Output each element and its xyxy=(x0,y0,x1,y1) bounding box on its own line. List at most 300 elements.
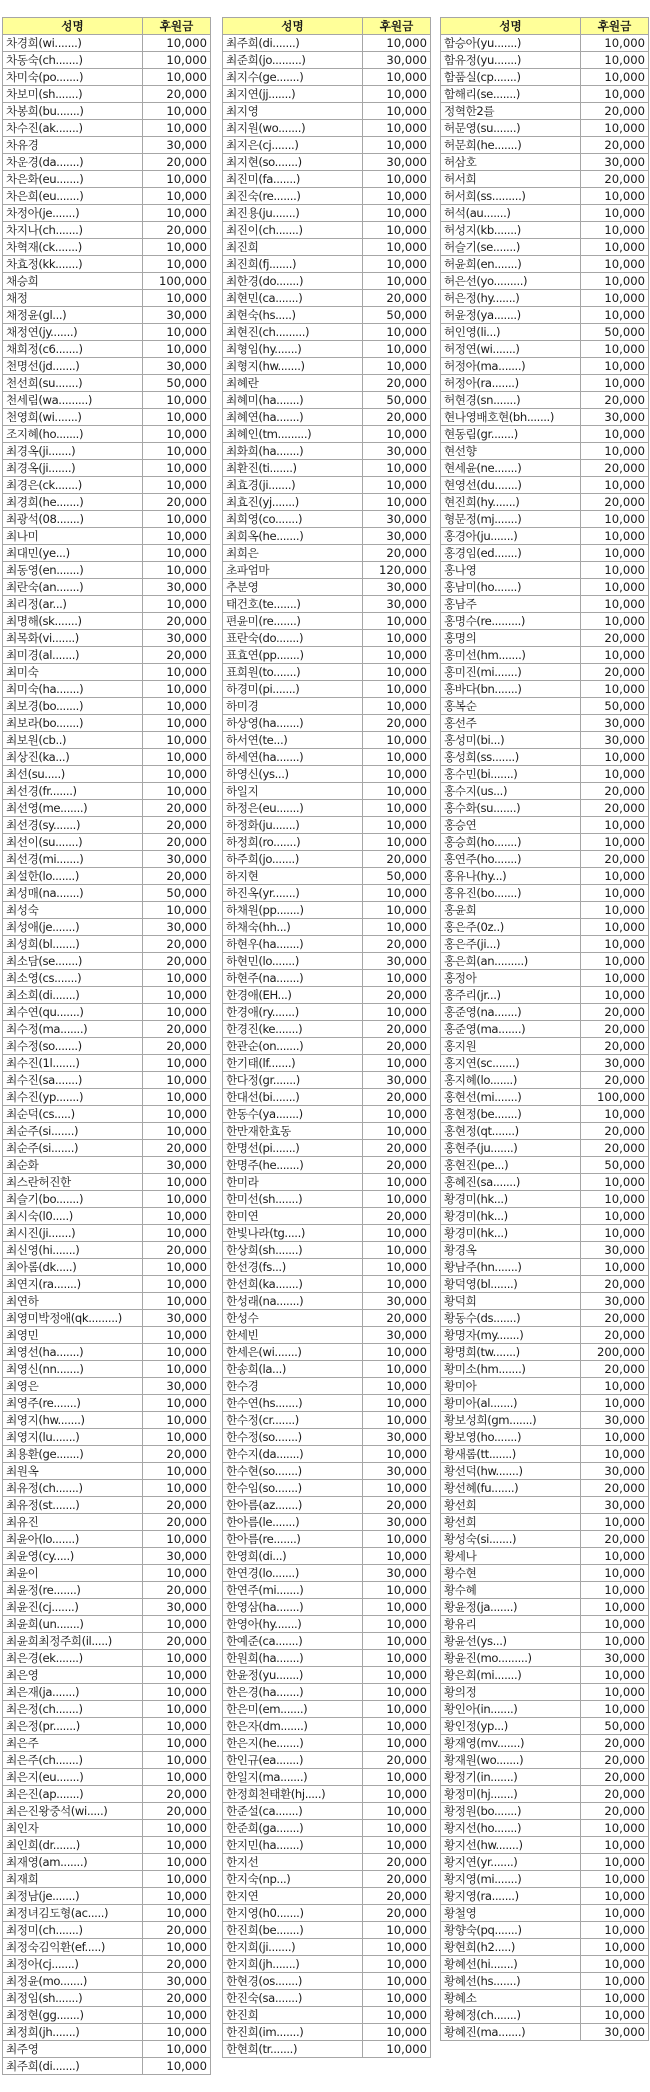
donor-amount: 10,000 xyxy=(581,596,649,613)
donor-amount: 10,000 xyxy=(143,1616,211,1633)
donor-amount: 10,000 xyxy=(581,1820,649,1837)
donor-amount: 20,000 xyxy=(143,86,211,103)
donor-row xyxy=(441,987,649,1004)
donor-row xyxy=(223,1769,431,1786)
donor-row xyxy=(3,86,211,103)
donor-name: 최순덕(cs.....) xyxy=(3,1106,143,1123)
donor-row xyxy=(223,681,431,698)
donor-name: 최현진(ch.........) xyxy=(223,324,363,341)
header-row xyxy=(223,18,431,35)
donor-row xyxy=(223,1871,431,1888)
donor-row xyxy=(441,1582,649,1599)
donor-name: 한동수(ya.......) xyxy=(223,1106,363,1123)
donor-name: 최은진(ap.......) xyxy=(3,1786,143,1803)
donor-name: 황인아(in.......) xyxy=(441,1701,581,1718)
donor-row xyxy=(3,1055,211,1072)
donor-row xyxy=(441,375,649,392)
donor-row xyxy=(223,477,431,494)
donor-amount: 10,000 xyxy=(363,834,431,851)
donor-row xyxy=(441,1820,649,1837)
donor-amount: 10,000 xyxy=(581,936,649,953)
donor-name: 조지혜(ho.......) xyxy=(3,426,143,443)
donor-amount: 50,000 xyxy=(143,885,211,902)
donor-row xyxy=(441,1497,649,1514)
donor-row xyxy=(441,953,649,970)
donor-name: 최은재(ja.......) xyxy=(3,1684,143,1701)
donor-amount: 30,000 xyxy=(143,1599,211,1616)
donor-name: 홍은주(0z..) xyxy=(441,919,581,936)
donor-row xyxy=(223,766,431,783)
donor-name: 최슬기(bo.......) xyxy=(3,1191,143,1208)
donor-row xyxy=(3,1429,211,1446)
donor-name: 차지나(ch.......) xyxy=(3,222,143,239)
donor-name: 최한경(do.......) xyxy=(223,273,363,290)
donor-row xyxy=(223,1939,431,1956)
donor-row xyxy=(441,1225,649,1242)
donor-name: 채희정(c6.......) xyxy=(3,341,143,358)
donor-name: 황혜진(ma.......) xyxy=(441,2024,581,2041)
donor-rows xyxy=(3,35,211,2075)
donor-row xyxy=(223,426,431,443)
donor-name: 황지선(hw.......) xyxy=(441,1837,581,1854)
donor-amount: 20,000 xyxy=(143,936,211,953)
donor-name: 홍나영 xyxy=(441,562,581,579)
donor-name: 홍지연(sc.......) xyxy=(441,1055,581,1072)
donor-amount: 20,000 xyxy=(581,494,649,511)
donor-name: 최성매(na.......) xyxy=(3,885,143,902)
donor-row xyxy=(3,1344,211,1361)
donor-row xyxy=(223,392,431,409)
donor-name: 최수진(1l.......) xyxy=(3,1055,143,1072)
donor-row xyxy=(441,1990,649,2007)
donor-row xyxy=(3,1854,211,1871)
donor-row xyxy=(3,1956,211,1973)
donor-row xyxy=(3,596,211,613)
donor-amount: 10,000 xyxy=(143,426,211,443)
donor-name: 황선혜(fu.......) xyxy=(441,1480,581,1497)
donor-row xyxy=(441,868,649,885)
donor-name: 최미경(al.......) xyxy=(3,647,143,664)
donor-amount: 20,000 xyxy=(363,1140,431,1157)
donor-row xyxy=(223,2041,431,2058)
donor-amount: 20,000 xyxy=(143,1446,211,1463)
donor-name: 차미숙(po.......) xyxy=(3,69,143,86)
donor-amount: 10,000 xyxy=(363,732,431,749)
donor-name: 황경옥 xyxy=(441,1242,581,1259)
donor-row xyxy=(223,1225,431,1242)
donor-amount: 10,000 xyxy=(143,902,211,919)
donor-name: 하상영(ha.......) xyxy=(223,715,363,732)
donor-row xyxy=(223,851,431,868)
donor-amount: 10,000 xyxy=(143,171,211,188)
donor-name: 한미라 xyxy=(223,1174,363,1191)
donor-amount: 10,000 xyxy=(143,987,211,1004)
donor-amount: 10,000 xyxy=(143,1667,211,1684)
donor-name: 하정희(ro.......) xyxy=(223,834,363,851)
donor-name: 최영지(hw.......) xyxy=(3,1412,143,1429)
donor-name: 현나영배호현(bh.......) xyxy=(441,409,581,426)
donor-amount: 10,000 xyxy=(581,1701,649,1718)
donor-name: 한명주(he.......) xyxy=(223,1157,363,1174)
donor-amount: 20,000 xyxy=(581,103,649,120)
donor-row xyxy=(3,1582,211,1599)
donor-row xyxy=(3,103,211,120)
donor-name: 한은자(dm.......) xyxy=(223,1718,363,1735)
donor-amount: 30,000 xyxy=(581,1463,649,1480)
donor-row xyxy=(223,1038,431,1055)
donor-name: 허은정(hy.......) xyxy=(441,290,581,307)
donor-row xyxy=(3,307,211,324)
donor-row xyxy=(441,1055,649,1072)
donor-amount: 20,000 xyxy=(143,647,211,664)
donor-amount: 10,000 xyxy=(581,511,649,528)
donor-row xyxy=(3,2058,211,2075)
donor-name: 하지현 xyxy=(223,868,363,885)
donor-name: 최수연(qu.......) xyxy=(3,1004,143,1021)
donor-name: 하채원(pp.......) xyxy=(223,902,363,919)
donor-amount: 30,000 xyxy=(143,919,211,936)
donor-amount: 10,000 xyxy=(143,2058,211,2075)
donor-row xyxy=(3,1599,211,1616)
donor-amount: 10,000 xyxy=(581,1990,649,2007)
donor-amount: 20,000 xyxy=(363,1888,431,1905)
donor-amount: 10,000 xyxy=(363,171,431,188)
donor-name: 하채숙(hh...) xyxy=(223,919,363,936)
donor-name: 최선경(fr.......) xyxy=(3,783,143,800)
donor-amount: 10,000 xyxy=(581,341,649,358)
donor-row xyxy=(3,698,211,715)
donor-name: 한선희(ka.......) xyxy=(223,1276,363,1293)
donor-row xyxy=(3,2007,211,2024)
donor-name: 추분영 xyxy=(223,579,363,596)
donor-amount: 30,000 xyxy=(363,154,431,171)
donor-amount: 10,000 xyxy=(581,1633,649,1650)
donor-row xyxy=(441,1463,649,1480)
donor-row xyxy=(3,1769,211,1786)
donor-row xyxy=(223,375,431,392)
donor-row xyxy=(3,1667,211,1684)
donor-amount: 200,000 xyxy=(581,1344,649,1361)
donor-row xyxy=(441,1259,649,1276)
donor-name: 한대선(bi.......) xyxy=(223,1089,363,1106)
donor-row xyxy=(441,1361,649,1378)
donor-amount: 20,000 xyxy=(363,1021,431,1038)
donor-row xyxy=(223,1072,431,1089)
donor-row xyxy=(441,715,649,732)
donor-amount: 10,000 xyxy=(143,1293,211,1310)
donor-amount: 20,000 xyxy=(143,1922,211,1939)
donor-row xyxy=(223,358,431,375)
donor-name: 황혜선(hi.......) xyxy=(441,1956,581,1973)
donor-name: 허현경(sn.......) xyxy=(441,392,581,409)
name-header: 성명 xyxy=(441,18,581,35)
donor-name: 최란숙(an.......) xyxy=(3,579,143,596)
donor-row xyxy=(3,1174,211,1191)
donor-name: 황인정(yp...) xyxy=(441,1718,581,1735)
donor-name: 홍은주(ji...) xyxy=(441,936,581,953)
donor-amount: 20,000 xyxy=(581,851,649,868)
donor-name: 표란숙(do.......) xyxy=(223,630,363,647)
donor-row xyxy=(223,1463,431,1480)
donor-row xyxy=(441,1684,649,1701)
donor-row xyxy=(223,1208,431,1225)
donor-row xyxy=(3,936,211,953)
donor-amount: 10,000 xyxy=(363,239,431,256)
donor-name: 함승아(yu.......) xyxy=(441,35,581,52)
donor-amount: 10,000 xyxy=(581,86,649,103)
donor-amount: 10,000 xyxy=(143,35,211,52)
donor-amount: 10,000 xyxy=(363,664,431,681)
donor-row xyxy=(223,137,431,154)
donor-row xyxy=(3,1123,211,1140)
donor-name: 홍주리(jr...) xyxy=(441,987,581,1004)
donor-amount: 10,000 xyxy=(581,1395,649,1412)
donor-amount: 10,000 xyxy=(363,358,431,375)
donor-row xyxy=(441,1395,649,1412)
donor-amount: 10,000 xyxy=(143,1208,211,1225)
donor-amount: 30,000 xyxy=(581,1242,649,1259)
donor-amount: 10,000 xyxy=(363,103,431,120)
donor-amount: 30,000 xyxy=(363,953,431,970)
donor-amount: 20,000 xyxy=(363,936,431,953)
donor-amount: 10,000 xyxy=(143,1854,211,1871)
donor-row xyxy=(441,1922,649,1939)
donor-name: 황남주(hn.......) xyxy=(441,1259,581,1276)
donor-row xyxy=(441,1718,649,1735)
donor-row xyxy=(3,511,211,528)
donor-amount: 10,000 xyxy=(143,2041,211,2058)
donor-row xyxy=(3,528,211,545)
donor-amount: 10,000 xyxy=(363,902,431,919)
donor-amount: 30,000 xyxy=(363,52,431,69)
donor-row xyxy=(223,817,431,834)
donor-row xyxy=(223,1157,431,1174)
donor-row xyxy=(441,35,649,52)
donor-row xyxy=(223,1276,431,1293)
donor-row xyxy=(441,749,649,766)
donor-amount: 10,000 xyxy=(581,834,649,851)
donor-name: 최시진(ji.......) xyxy=(3,1225,143,1242)
donor-name: 최은주 xyxy=(3,1735,143,1752)
donor-name: 한세빈 xyxy=(223,1327,363,1344)
donor-row xyxy=(3,613,211,630)
donor-amount: 10,000 xyxy=(143,205,211,222)
donor-amount: 30,000 xyxy=(363,1565,431,1582)
donor-amount: 20,000 xyxy=(581,1123,649,1140)
donor-amount: 10,000 xyxy=(143,664,211,681)
donor-name: 최진용(ju.......) xyxy=(223,205,363,222)
donor-row xyxy=(441,562,649,579)
donor-amount: 10,000 xyxy=(581,766,649,783)
donor-row xyxy=(223,1395,431,1412)
donor-amount: 10,000 xyxy=(581,1582,649,1599)
donor-name: 한미선(sh.......) xyxy=(223,1191,363,1208)
donor-name: 최설한(lo.......) xyxy=(3,868,143,885)
donor-row xyxy=(223,1242,431,1259)
donor-row xyxy=(3,392,211,409)
donor-name: 최경희(he.......) xyxy=(3,494,143,511)
donor-name: 황경미(hk...) xyxy=(441,1191,581,1208)
donor-row xyxy=(441,647,649,664)
donor-name: 허문영(su.......) xyxy=(441,120,581,137)
donor-amount: 10,000 xyxy=(363,749,431,766)
donor-name: 하현민(lo.......) xyxy=(223,953,363,970)
donor-name: 최수정(so.......) xyxy=(3,1038,143,1055)
donor-row xyxy=(441,205,649,222)
donor-name: 홍지혜(lo.......) xyxy=(441,1072,581,1089)
donor-name: 최리정(ar...) xyxy=(3,596,143,613)
donor-row xyxy=(223,1310,431,1327)
donor-row xyxy=(3,188,211,205)
donor-name: 한빛나라(tg.....) xyxy=(223,1225,363,1242)
donor-amount: 10,000 xyxy=(363,1191,431,1208)
donor-name: 황윤정(ja.......) xyxy=(441,1599,581,1616)
donor-name: 최현숙(hs.....) xyxy=(223,307,363,324)
donor-name: 홍남주 xyxy=(441,596,581,613)
donor-amount: 10,000 xyxy=(143,528,211,545)
donor-amount: 10,000 xyxy=(581,290,649,307)
donor-name: 최원옥 xyxy=(3,1463,143,1480)
donor-row xyxy=(3,1939,211,1956)
donor-name: 최은경(ek.......) xyxy=(3,1650,143,1667)
donor-name: 차동숙(ch.......) xyxy=(3,52,143,69)
donor-amount: 10,000 xyxy=(143,1055,211,1072)
donor-amount: 10,000 xyxy=(363,477,431,494)
donor-name: 한지영(h0.......) xyxy=(223,1905,363,1922)
donor-name: 한준설(ca.......) xyxy=(223,1803,363,1820)
donor-amount: 20,000 xyxy=(581,664,649,681)
donor-amount: 30,000 xyxy=(581,1412,649,1429)
donor-amount: 20,000 xyxy=(581,1480,649,1497)
donor-amount: 10,000 xyxy=(363,426,431,443)
donor-row xyxy=(223,1361,431,1378)
donor-amount: 10,000 xyxy=(581,443,649,460)
donor-amount: 10,000 xyxy=(581,358,649,375)
donor-name: 황성숙(si.......) xyxy=(441,1531,581,1548)
donor-row xyxy=(3,1157,211,1174)
donor-name: 최정희(jh.......) xyxy=(3,2024,143,2041)
donor-amount: 10,000 xyxy=(143,1344,211,1361)
donor-amount: 10,000 xyxy=(581,817,649,834)
donor-row xyxy=(223,1650,431,1667)
donor-amount: 10,000 xyxy=(363,69,431,86)
donor-name: 홍승연 xyxy=(441,817,581,834)
donor-name: 최환진(ti.......) xyxy=(223,460,363,477)
donor-row xyxy=(441,1973,649,1990)
donor-row xyxy=(441,1599,649,1616)
donor-amount: 10,000 xyxy=(143,460,211,477)
donor-row xyxy=(441,936,649,953)
donor-amount: 30,000 xyxy=(581,732,649,749)
donor-amount: 10,000 xyxy=(363,256,431,273)
donor-name: 편윤미(re.......) xyxy=(223,613,363,630)
amount-header: 후원금 xyxy=(581,18,649,35)
donor-amount: 10,000 xyxy=(581,579,649,596)
donor-name: 한경애(EH...) xyxy=(223,987,363,1004)
donor-name: 최미숙 xyxy=(3,664,143,681)
donor-row xyxy=(441,460,649,477)
donor-row xyxy=(3,1752,211,1769)
donor-amount: 10,000 xyxy=(581,35,649,52)
donor-row xyxy=(223,1514,431,1531)
donor-row xyxy=(3,1735,211,1752)
donor-row xyxy=(3,1905,211,1922)
donor-name: 하정은(eu.......) xyxy=(223,800,363,817)
donor-row xyxy=(223,664,431,681)
donor-row xyxy=(3,154,211,171)
donor-amount: 50,000 xyxy=(363,868,431,885)
donor-amount: 10,000 xyxy=(581,1225,649,1242)
donor-amount: 10,000 xyxy=(363,1242,431,1259)
donor-row xyxy=(223,205,431,222)
donor-row xyxy=(441,103,649,120)
donor-row xyxy=(3,715,211,732)
amount-header: 후원금 xyxy=(363,18,431,35)
donor-name: 홍성미(bi...) xyxy=(441,732,581,749)
donor-amount: 10,000 xyxy=(143,1259,211,1276)
donor-name: 하일지 xyxy=(223,783,363,800)
donor-row xyxy=(223,460,431,477)
donor-name: 한지희(ji.......) xyxy=(223,1939,363,1956)
donor-name: 최윤희(un.......) xyxy=(3,1616,143,1633)
donor-name: 최영은 xyxy=(3,1378,143,1395)
donor-name: 초파엄마 xyxy=(223,562,363,579)
donor-amount: 10,000 xyxy=(363,1616,431,1633)
donor-amount: 100,000 xyxy=(581,1089,649,1106)
donor-row xyxy=(3,1327,211,1344)
donor-amount: 10,000 xyxy=(143,188,211,205)
donor-row xyxy=(223,154,431,171)
donor-name: 홍성희(ss.......) xyxy=(441,749,581,766)
donor-row xyxy=(223,1089,431,1106)
donor-amount: 10,000 xyxy=(363,1531,431,1548)
donor-row xyxy=(441,1803,649,1820)
donor-amount: 10,000 xyxy=(581,426,649,443)
donor-amount: 10,000 xyxy=(143,103,211,120)
donor-row xyxy=(3,137,211,154)
donor-row xyxy=(223,1990,431,2007)
donor-row xyxy=(223,239,431,256)
donor-name: 허성지(kb.......) xyxy=(441,222,581,239)
donor-name: 하현주(na.......) xyxy=(223,970,363,987)
donor-amount: 20,000 xyxy=(581,630,649,647)
donor-row xyxy=(223,987,431,1004)
donor-amount: 20,000 xyxy=(581,1531,649,1548)
donor-amount: 10,000 xyxy=(363,817,431,834)
donor-amount: 10,000 xyxy=(143,1106,211,1123)
donor-row xyxy=(3,1021,211,1038)
donor-row xyxy=(3,647,211,664)
donor-row xyxy=(3,630,211,647)
donor-row xyxy=(441,1956,649,1973)
donor-row xyxy=(441,426,649,443)
donor-amount: 20,000 xyxy=(581,1072,649,1089)
donor-name: 황덕영(bl.......) xyxy=(441,1276,581,1293)
donor-amount: 30,000 xyxy=(363,443,431,460)
donor-amount: 20,000 xyxy=(581,1021,649,1038)
donor-name: 한인규(ea.......) xyxy=(223,1752,363,1769)
donor-row xyxy=(441,1140,649,1157)
donor-row xyxy=(223,1735,431,1752)
donor-row xyxy=(441,273,649,290)
donor-amount: 20,000 xyxy=(363,987,431,1004)
donor-name: 한연주(mi.......) xyxy=(223,1582,363,1599)
donor-name: 홍지원 xyxy=(441,1038,581,1055)
donor-name: 한성래(na.......) xyxy=(223,1293,363,1310)
donor-amount: 10,000 xyxy=(143,1769,211,1786)
donor-row xyxy=(3,341,211,358)
donor-amount: 10,000 xyxy=(363,1820,431,1837)
